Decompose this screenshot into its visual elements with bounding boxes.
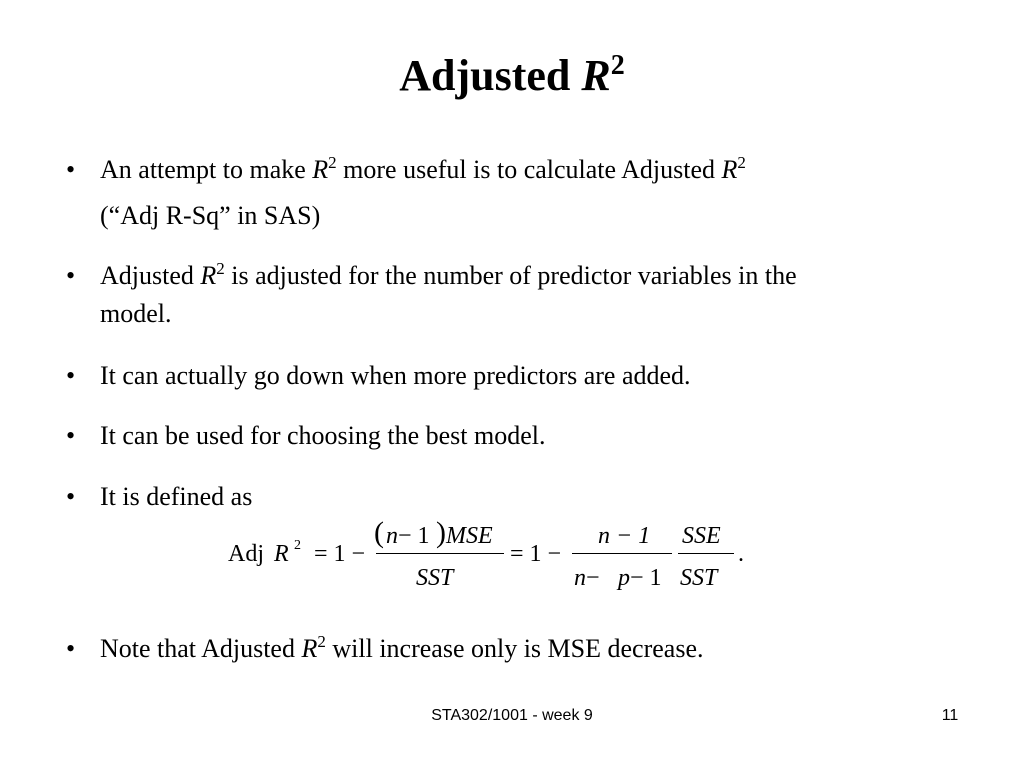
bullet-marker: • xyxy=(66,421,76,450)
formula-period: . xyxy=(738,541,744,567)
bullet-text: It can be used for choosing the best model. xyxy=(100,421,546,450)
formula-num1-minus1: − 1 xyxy=(398,523,430,549)
bullet-text-part: Note that Adjusted xyxy=(100,634,302,663)
bullet-marker: • xyxy=(66,155,76,184)
footer-course: STA302/1001 - week 9 xyxy=(431,707,593,724)
formula-num3: SSE xyxy=(682,523,721,549)
formula-num1-n: n xyxy=(386,523,398,549)
fraction-bar-1 xyxy=(376,553,504,554)
exponent: 2 xyxy=(216,259,225,278)
formula-paren-close: ) xyxy=(436,516,446,549)
bullet-marker: • xyxy=(66,482,76,511)
formula-equals-1: = 1 − xyxy=(314,541,366,567)
title-symbol: R xyxy=(581,51,611,100)
bullet-text-continued: (“Adj R-Sq” in SAS) xyxy=(100,201,321,230)
bullet-marker: • xyxy=(66,261,76,290)
bullet-marker: • xyxy=(66,361,76,390)
footer-page-number: 11 xyxy=(941,707,959,724)
bullet-text-part: will increase only is MSE decrease. xyxy=(325,634,704,663)
formula-exponent: 2 xyxy=(294,538,301,553)
formula-num2-text: n − 1 xyxy=(598,523,651,549)
formula-r: R xyxy=(274,541,289,567)
bullet-text xyxy=(100,629,980,669)
bullet-text xyxy=(100,256,980,296)
bullet-text-continued: model. xyxy=(100,299,172,328)
fraction-bar-3 xyxy=(678,553,734,554)
formula-den2-minus: − xyxy=(586,565,600,591)
title-prefix: Adjusted xyxy=(399,51,582,100)
r-symbol: R xyxy=(312,155,329,184)
fraction-bar-2 xyxy=(572,553,672,554)
r-symbol: R xyxy=(721,155,738,184)
formula-num2 xyxy=(598,522,650,550)
bullet-text: It can actually go down when more predictors are added. xyxy=(100,361,691,390)
bullet-text-part: more useful is to calculate Adjusted xyxy=(336,155,722,184)
exponent: 2 xyxy=(737,153,746,172)
slide-title xyxy=(0,46,1024,106)
r-symbol: R xyxy=(301,634,318,663)
bullet-text-part: Adjusted xyxy=(100,261,201,290)
bullet-text xyxy=(100,150,980,190)
formula-den3: SST xyxy=(680,565,718,591)
adjusted-r2-formula xyxy=(228,512,768,612)
title-exponent: 2 xyxy=(610,50,625,81)
bullet-text: It is defined as xyxy=(100,482,253,511)
formula-adj: Adj xyxy=(228,541,264,567)
formula-den2-rest: − 1 xyxy=(630,565,662,591)
formula-den2-p: p xyxy=(618,565,630,591)
bullet-marker: • xyxy=(66,634,76,663)
bullet-text-part: is adjusted for the number of predictor variables in the xyxy=(224,261,797,290)
bullet-text-part: An attempt to make xyxy=(100,155,313,184)
formula-equals-2: = 1 − xyxy=(510,541,562,567)
formula-den1: SST xyxy=(416,565,454,591)
formula-paren-open: ( xyxy=(374,516,384,549)
exponent: 2 xyxy=(328,153,337,172)
exponent: 2 xyxy=(317,632,326,651)
formula-den2-n: n xyxy=(574,565,586,591)
r-symbol: R xyxy=(200,261,217,290)
formula-num1-mse: MSE xyxy=(446,523,493,549)
